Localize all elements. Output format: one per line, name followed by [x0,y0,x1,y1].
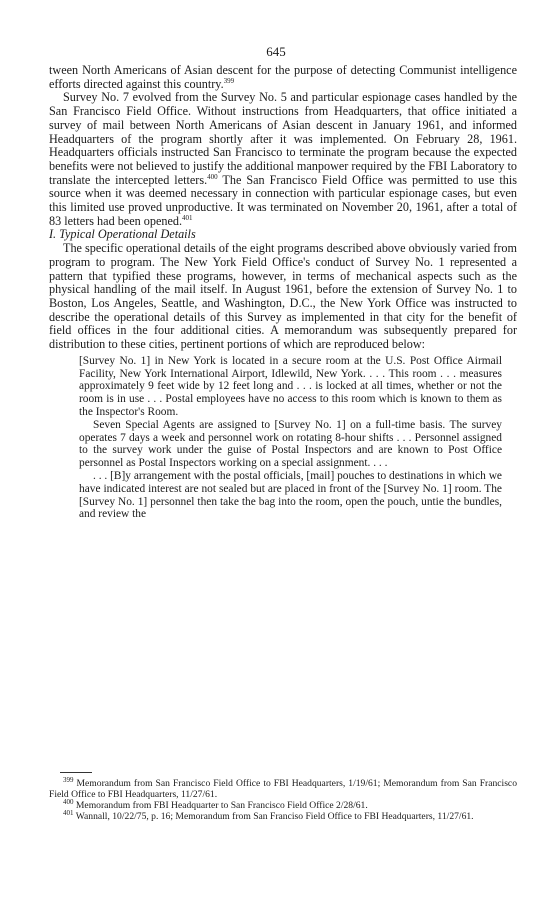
paragraph-survey-7 [49,91,517,228]
footnote-ref: 400 [207,172,218,181]
footnote-number: 400 [63,797,74,806]
page-number: 645 [266,44,286,59]
paragraph-continuation [49,64,517,91]
quote-paragraph: Seven Special Agents are assigned to [Survey No. 1] on a full-time basis. The survey operates 7 days a week and personnel work on rotating 8-hour shifts . . . Personnel assigned to the survey work under the guise of Postal Inspectors and are known to Post Office personnel as Postal Inspectors working on a special assignment. . . . [79,418,502,470]
footnote-divider [60,772,92,773]
paragraph-operational-details: The specific operational details of the eight programs described above obviously varied from program to program. The New York Field Office's conduct of Survey No. 1 represented a pattern that typified these programs, however, in terms of mechanical aspects such as the physical handling of the mail itself. In August 1961, before the extension of Survey No. 1 to Boston, Los Angeles, Seattle, and Washington, D.C., the New York Office was instructed to describe the operational details of this Survey as implemented in that city for the benefit of field offices in the four additional cities. A memorandum was subsequently prepared for distribution to these cities, pertinent portions of which are reproduced below: [49,241,517,352]
paragraph-text: tween North Americans of Asian descent for the purpose of detecting Communist intelligence efforts directed against this country. [49,63,517,91]
footnote-item [49,775,517,800]
footnote-text: Memorandum from FBI Headquarter to San Francisco Field Office 2/28/61. [75,800,368,811]
block-quote [79,355,502,521]
footnote-number: 401 [63,808,74,817]
footnote-item [49,808,517,822]
quote-paragraph: [Survey No. 1] in New York is located in a secure room at the U.S. Post Office Airmail Facility, New York International Airport, Idlewild, New York. . . . This room . . . measures approximately 9 feet wide by 12 feet long and . . . is locked at all times, whether or not the room is in use . . . Postal employees have no access to this room which is known to them as the Inspector's Room. [79,354,502,418]
footnote-number: 399 [63,775,74,784]
footnote-item [49,797,517,811]
footnote-ref: 399 [223,76,235,85]
body-text [49,64,517,521]
footnotes [49,775,517,822]
paragraph-text: Survey No. 7 evolved from the Survey No. 5 and particular espionage cases handled by the San Francisco Field Office. Without instructions from Headquarters, that office initiated a survey of mail between North Americans of Asian descent in January 1961, and informed Headquarters of the program shortly after it was implemented. On February 28, 1961. Headquarters officials instructed San Francisco to terminate the program because the expected benefits were not believed to justify the additional manpower required by the FBI Laboratory to translate the intercepted letters. [49,90,517,187]
footnote-text: Memorandum from San Francisco Field Office to FBI Headquarters, 1/19/61; Memorandum from San Francisco Field Office to FBI Headquarters, 11/27/61. [49,778,517,800]
paragraph-text: The San Francisco Field Office was permitted to use this source when it was deemed necessary in connection with particular espionage cases, but even this limited use proved unproductive. It was terminated on November 20, 1961, after a total of 83 letters had been opened. [49,172,517,228]
footnote-text: Wannall, 10/22/75, p. 16; Memorandum from San Franciso Field Office to FBI Headquarters, 11/27/61. [75,811,474,822]
footnote-ref: 401 [182,213,193,222]
quote-paragraph: . . . [B]y arrangement with the postal officials, [mail] pouches to destinations in which we have indicated interest are not sealed but are placed in front of the [Survey No. 1] room. The [Survey No. 1] personnel then take the bag into the room, open the pouch, untie the bundles, and review the [79,469,502,521]
section-heading: I. Typical Operational Details [49,227,196,242]
